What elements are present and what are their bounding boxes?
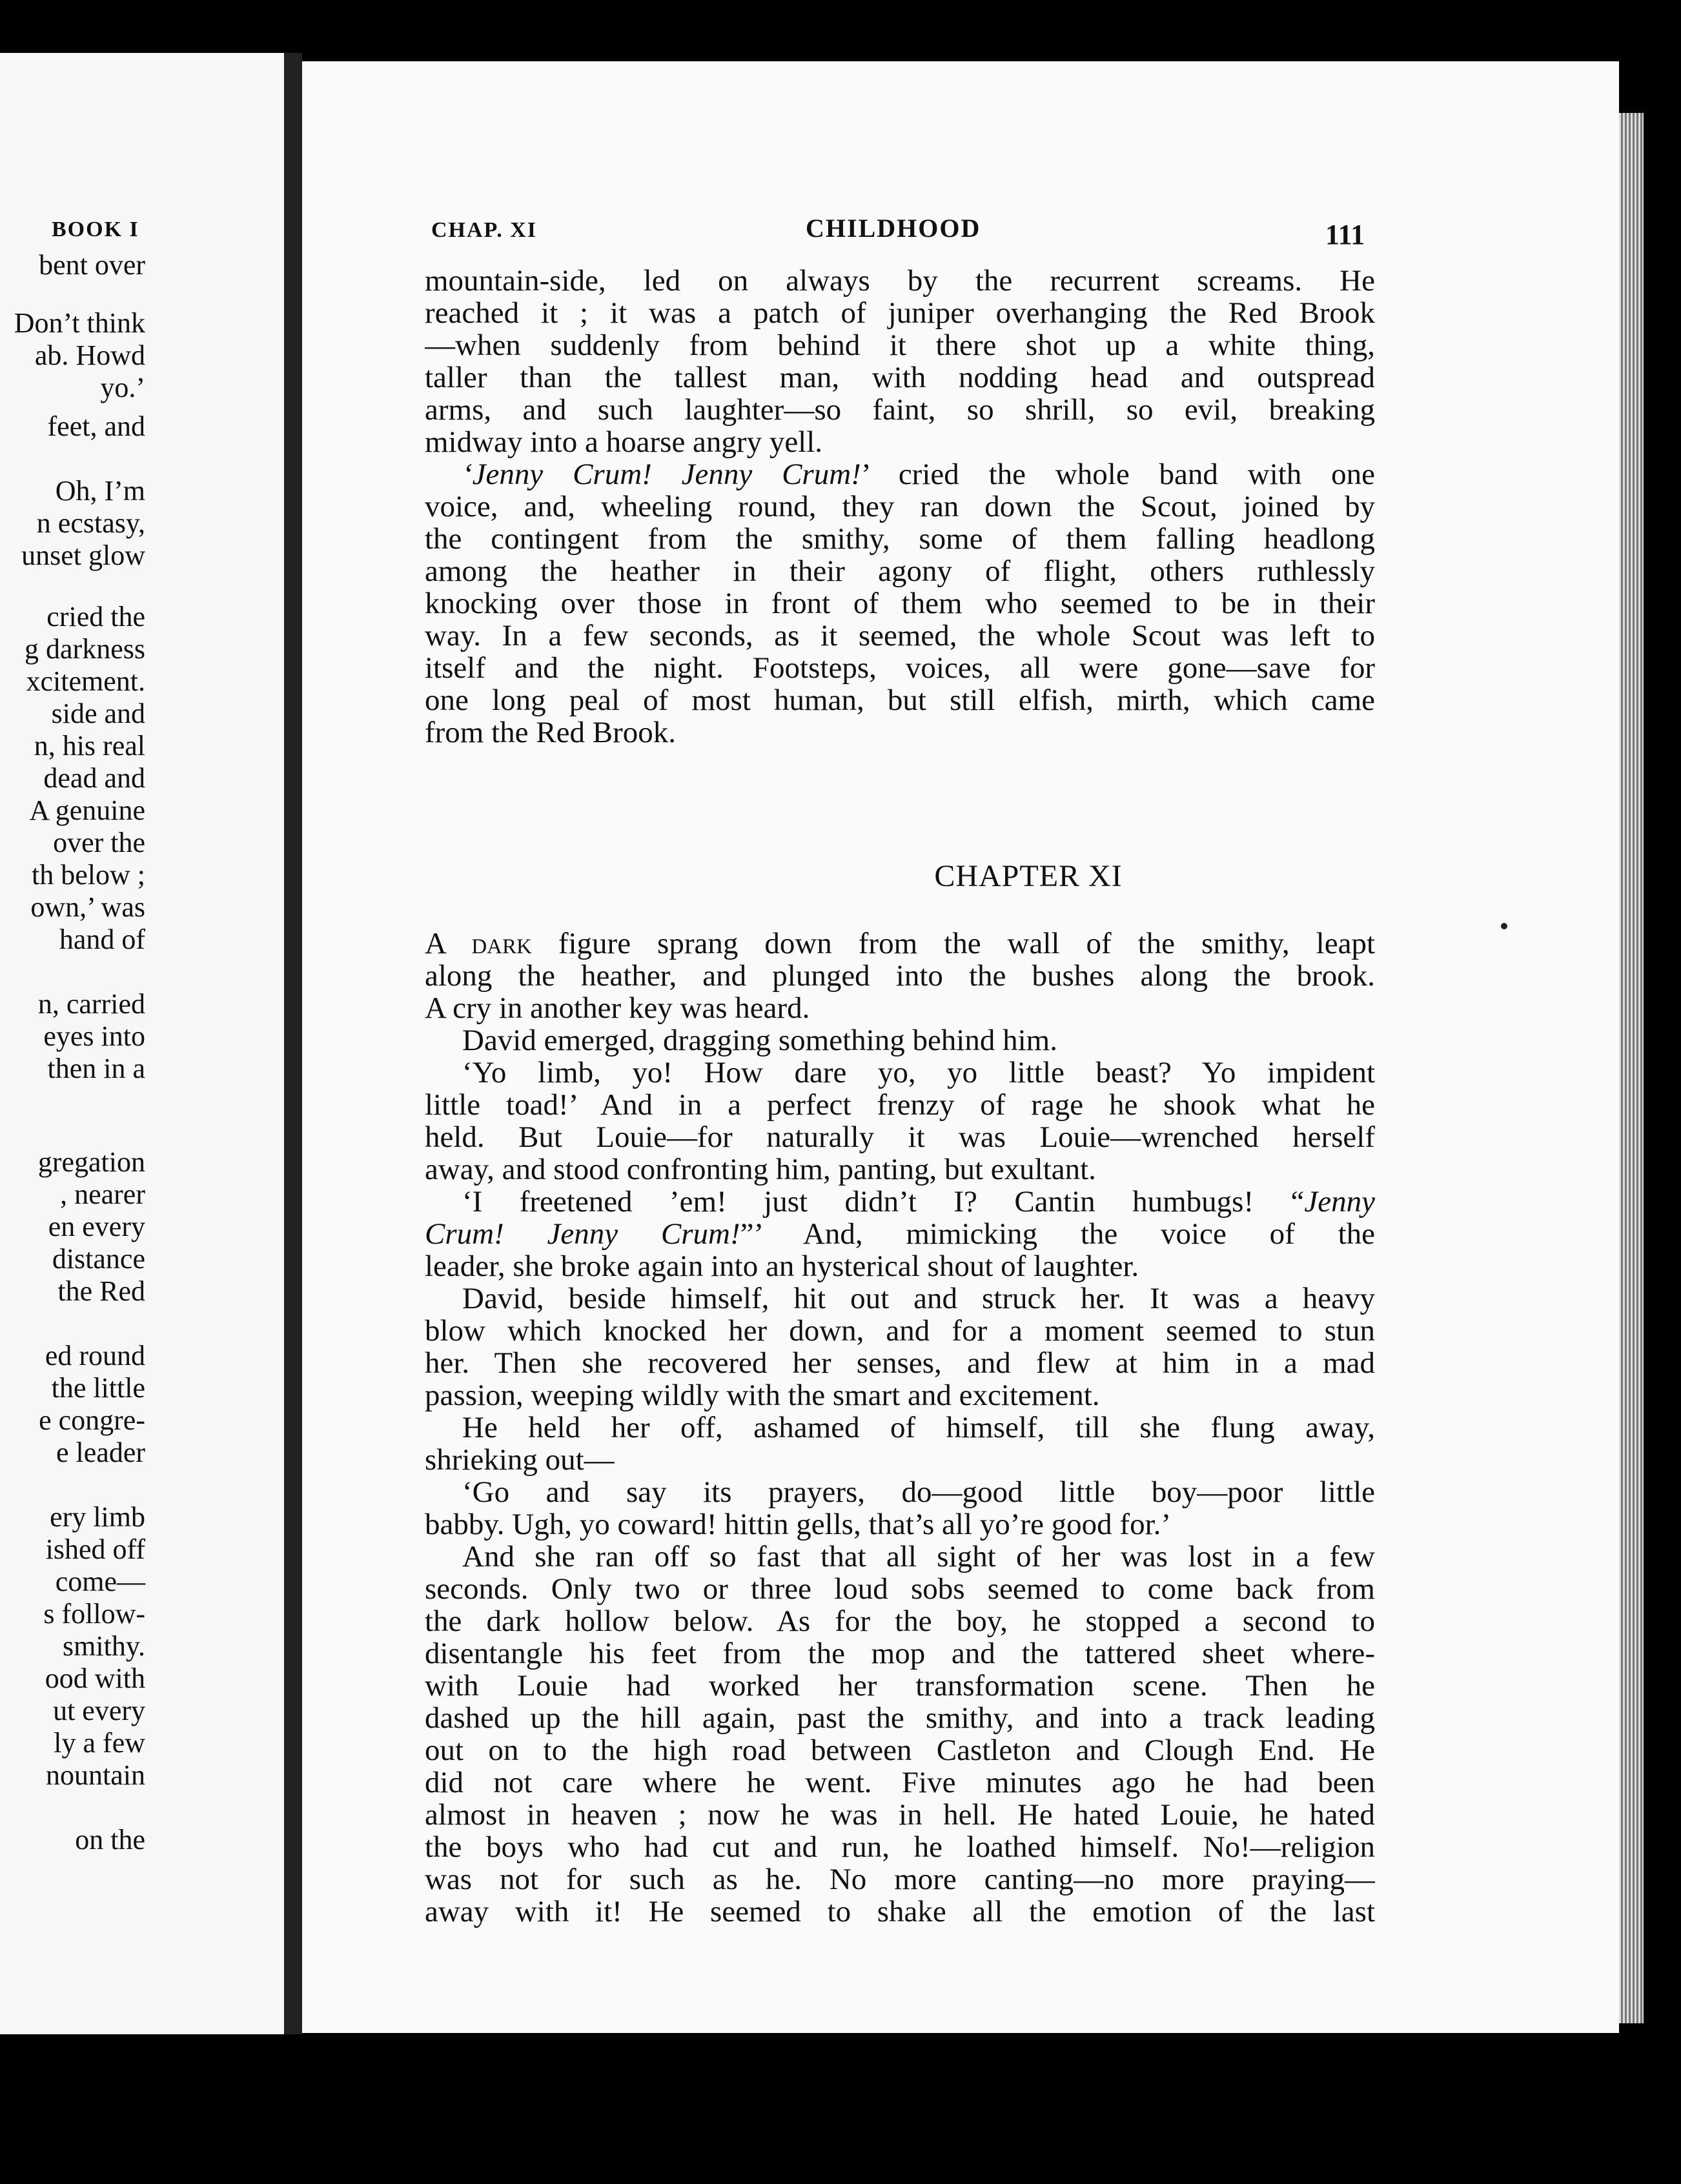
left-page-line: nountain <box>46 1759 145 1791</box>
page-number: 111 <box>1325 219 1365 250</box>
text-line: was not for such as he. No more canting—no more praying— <box>425 1863 1375 1896</box>
text-line: away, and stood confronting him, panting, but exultant. <box>425 1153 1096 1186</box>
text-line: did not care where he went. Five minutes ago he had been <box>425 1766 1375 1799</box>
left-page-line: the Red <box>57 1275 145 1307</box>
left-page-line: then in a <box>47 1053 145 1084</box>
text-line: leader, she broke again into an hysterical shout of laughter. <box>425 1250 1139 1282</box>
text-line: the boys who had cut and run, he loathed himself. No!—religion <box>425 1831 1375 1863</box>
mimic-continuation: ”’ And, mimicking the voice of the <box>740 1218 1375 1250</box>
left-page-line: s follow- <box>43 1598 145 1630</box>
text-line: the contingent from the smithy, some of them falling headlong <box>425 523 1375 555</box>
left-page-line: th below ; <box>32 859 145 891</box>
text-line: passion, weeping wildly with the smart and excitement. <box>425 1379 1100 1411</box>
left-page-line: on the <box>75 1824 145 1855</box>
text-line <box>425 1186 1375 1218</box>
left-page-line: hand of <box>59 924 145 955</box>
left-page-line: the little <box>51 1372 145 1404</box>
left-page-line: ly a few <box>54 1727 145 1759</box>
left-running-head: BOOK I <box>52 217 139 241</box>
left-page-line: n, his real <box>34 730 145 762</box>
text-line: He held her off, ashamed of himself, till she flung away, <box>462 1411 1375 1444</box>
text-line: ‘Yo limb, yo! How dare yo, yo little beast? Yo impident <box>462 1057 1375 1089</box>
chapter-heading: CHAPTER XI <box>934 859 1123 893</box>
left-page-line: , nearer <box>60 1178 145 1210</box>
paragraph-scream <box>425 265 1375 749</box>
text-line: little toad!’ And in a perfect frenzy of rage he shook what he <box>425 1089 1375 1121</box>
left-page-line: ab. Howd <box>34 339 145 371</box>
book-gutter <box>284 53 302 2034</box>
facing-page-left <box>0 53 284 2034</box>
text-line: out on to the high road between Castleton and Clough End. He <box>425 1734 1375 1766</box>
text-line <box>425 1218 1375 1250</box>
left-page-line: en every <box>48 1211 145 1242</box>
louie-speech: ‘I freetened ’em! just didn’t I? Cantin humbugs! “ <box>462 1186 1305 1218</box>
text-line: —when suddenly from behind it there shot up a white thing, <box>425 329 1375 361</box>
italic-cry: ‘Jenny Crum! Jenny Crum! <box>462 458 861 490</box>
text-line: arms, and such laughter—so faint, so shrill, so evil, breaking <box>425 394 1375 426</box>
cry-continuation: ’ cried the whole band with one <box>861 458 1375 490</box>
running-head-title: CHILDHOOD <box>806 214 981 243</box>
left-page-line: A genuine <box>29 794 145 826</box>
left-page-line: ed round <box>45 1340 145 1371</box>
text-line: itself and the night. Footsteps, voices, all were gone—save for <box>425 652 1375 684</box>
left-page-line: ut every <box>53 1695 145 1726</box>
left-page-line: side and <box>51 698 145 729</box>
left-page-line: e congre- <box>39 1404 145 1436</box>
left-page-line: n ecstasy, <box>36 507 145 539</box>
text-line: seconds. Only two or three loud sobs seemed to come back from <box>425 1573 1375 1605</box>
text-line: taller than the tallest man, with nodding head and outspread <box>425 361 1375 394</box>
text-line: held. But Louie—for naturally it was Louie—wrenched herself <box>425 1121 1375 1153</box>
left-page-line: own,’ was <box>30 891 145 923</box>
left-page-line: Don’t think <box>14 307 145 339</box>
text-line: And she ran off so fast that all sight of her was lost in a few <box>462 1541 1375 1573</box>
text-line: her. Then she recovered her senses, and flew at him in a mad <box>425 1347 1375 1379</box>
text-line: reached it ; it was a patch of juniper overhanging the Red Brook <box>425 297 1375 329</box>
text-line: A cry in another key was heard. <box>425 992 810 1024</box>
text-line: along the heather, and plunged into the bushes along the brook. <box>425 960 1375 992</box>
text-line: shrieking out— <box>425 1444 615 1476</box>
text-line: almost in heaven ; now he was in hell. He hated Louie, he hated <box>425 1799 1375 1831</box>
left-page-line: smithy. <box>63 1630 145 1662</box>
text-line: midway into a hoarse angry yell. <box>425 426 823 458</box>
text-line <box>425 927 1375 960</box>
text-line: way. In a few seconds, as it seemed, the whole Scout was left to <box>425 620 1375 652</box>
italic-mimic: Jenny <box>1304 1186 1375 1218</box>
opening-rest: figure sprang down from the wall of the smithy, leapt <box>531 927 1375 960</box>
text-line: David emerged, dragging something behind him. <box>462 1024 1057 1057</box>
chapter-body <box>425 927 1375 1928</box>
left-page-line: unset glow <box>21 540 145 571</box>
text-line: voice, and, wheeling round, they ran down the Scout, joined by <box>425 490 1375 523</box>
left-page-line: ished off <box>45 1533 145 1565</box>
text-line: from the Red Brook. <box>425 716 676 749</box>
opening-small-caps: A dark <box>425 927 532 960</box>
running-head-chapter: CHAP. XI <box>431 218 537 242</box>
text-line: the dark hollow below. As for the boy, he stopped a second to <box>425 1605 1375 1637</box>
left-page-line: n, carried <box>37 988 145 1020</box>
left-page-line: ood with <box>45 1663 145 1694</box>
text-line: dashed up the hill again, past the smithy, and into a track leading <box>425 1702 1375 1734</box>
left-page-line: dead and <box>43 762 145 794</box>
running-header <box>302 213 1619 252</box>
italic-mimic: Crum! Jenny Crum! <box>425 1218 740 1250</box>
left-page-line: distance <box>52 1243 145 1275</box>
text-line: mountain-side, led on always by the recurrent screams. He <box>425 265 1375 297</box>
text-line: away with it! He seemed to shake all the emotion of the last <box>425 1896 1375 1928</box>
left-page-line: ery limb <box>50 1501 145 1533</box>
left-page-line: cried the <box>46 601 145 632</box>
text-line: babby. Ugh, yo coward! hittin gells, that’s all yo’re good for.’ <box>425 1508 1172 1541</box>
left-page-line: yo.’ <box>100 372 145 403</box>
left-page-line: feet, and <box>47 410 145 442</box>
text-line: knocking over those in front of them who seemed to be in their <box>425 587 1375 620</box>
left-page-line: xcitement. <box>26 665 145 697</box>
left-page-line: come— <box>55 1566 145 1597</box>
text-line: ‘Go and say its prayers, do—good little boy—poor little <box>462 1476 1375 1508</box>
left-page-line: eyes into <box>43 1020 145 1052</box>
text-line: blow which knocked her down, and for a moment seemed to stun <box>425 1315 1375 1347</box>
page-stack-edge <box>1619 113 1644 2023</box>
left-page-line: e leader <box>56 1437 145 1468</box>
text-line: with Louie had worked her transformation scene. Then he <box>425 1670 1375 1702</box>
text-line: among the heather in their agony of flight, others ruthlessly <box>425 555 1375 587</box>
page-111 <box>302 61 1619 2033</box>
left-page-line: Oh, I’m <box>55 475 145 507</box>
text-line: one long peal of most human, but still elfish, mirth, which came <box>425 684 1375 716</box>
text-line: disentangle his feet from the mop and the tattered sheet where- <box>425 1637 1375 1670</box>
left-page-line: bent over <box>39 249 145 281</box>
left-page-line: over the <box>53 827 145 858</box>
text-line <box>425 458 1375 490</box>
left-page-line: g darkness <box>25 633 145 665</box>
left-page-line: gregation <box>37 1146 145 1178</box>
speck-mark <box>1501 923 1507 929</box>
text-line: David, beside himself, hit out and struck her. It was a heavy <box>462 1282 1375 1315</box>
